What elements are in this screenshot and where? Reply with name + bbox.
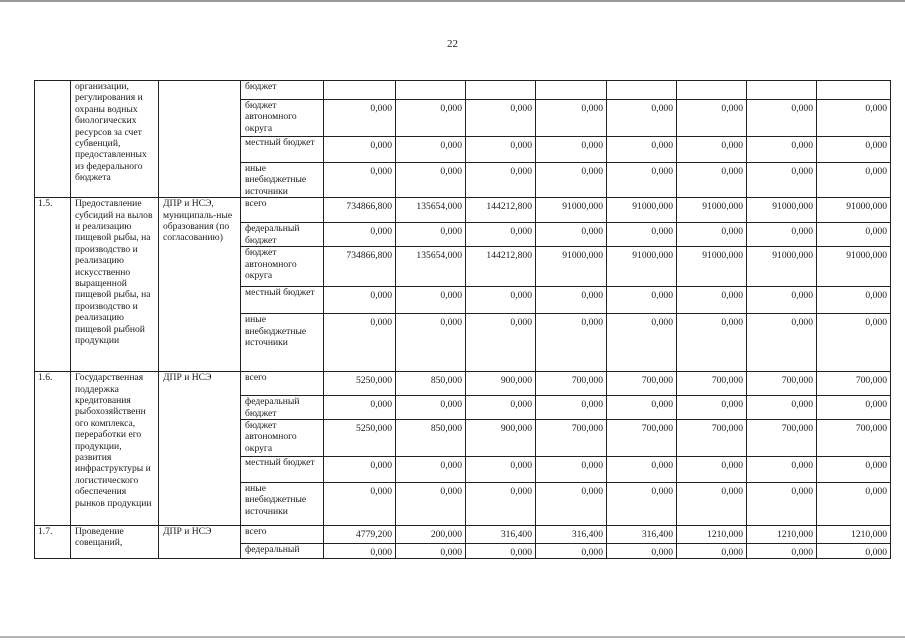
value-cell: 734866,800 bbox=[324, 198, 396, 223]
executor-cell: ДПР и НСЭ, муниципаль-ные образования (по согласованию) bbox=[159, 198, 241, 372]
value-cell: 5250,000 bbox=[324, 420, 396, 457]
value-cell: 700,000 bbox=[536, 420, 607, 457]
value-cell: 0,000 bbox=[747, 100, 817, 137]
measure-name-cell: Проведение совещаний, bbox=[71, 526, 159, 559]
value-cell: 4779,200 bbox=[324, 526, 396, 544]
funding-source-cell: федеральный бюджет bbox=[241, 223, 324, 247]
funding-source-cell: бюджет автономного округа bbox=[241, 100, 324, 137]
value-cell: 91000,000 bbox=[677, 247, 747, 287]
value-cell: 0,000 bbox=[607, 287, 677, 314]
value-cell: 0,000 bbox=[747, 544, 817, 559]
value-cell: 0,000 bbox=[396, 483, 466, 526]
value-cell: 0,000 bbox=[324, 137, 396, 163]
value-cell: 0,000 bbox=[817, 457, 891, 483]
value-cell: 0,000 bbox=[466, 137, 536, 163]
funding-source-cell: бюджет bbox=[241, 81, 324, 100]
value-cell bbox=[466, 81, 536, 100]
value-cell: 0,000 bbox=[607, 100, 677, 137]
value-cell: 700,000 bbox=[536, 372, 607, 396]
value-cell: 0,000 bbox=[396, 544, 466, 559]
value-cell: 0,000 bbox=[396, 163, 466, 198]
value-cell: 316,400 bbox=[607, 526, 677, 544]
value-cell: 0,000 bbox=[607, 137, 677, 163]
value-cell: 0,000 bbox=[677, 163, 747, 198]
value-cell: 900,000 bbox=[466, 420, 536, 457]
value-cell: 0,000 bbox=[747, 314, 817, 372]
value-cell: 0,000 bbox=[607, 396, 677, 420]
value-cell: 0,000 bbox=[747, 287, 817, 314]
value-cell: 0,000 bbox=[747, 163, 817, 198]
value-cell: 0,000 bbox=[607, 163, 677, 198]
value-cell: 850,000 bbox=[396, 420, 466, 457]
value-cell: 0,000 bbox=[324, 544, 396, 559]
value-cell: 0,000 bbox=[536, 457, 607, 483]
value-cell: 0,000 bbox=[677, 396, 747, 420]
executor-cell: ДПР и НСЭ bbox=[159, 372, 241, 526]
measure-name-cell: Государственная поддержка кредитования рыбохозяйственн ого комплекса, переработки его продукции, развития инфраструктуры и логистического обеспечения рынков продукции bbox=[71, 372, 159, 526]
value-cell: 700,000 bbox=[677, 372, 747, 396]
table-row bbox=[35, 81, 891, 100]
value-cell: 0,000 bbox=[817, 544, 891, 559]
funding-source-cell: иные внебюджетные источники bbox=[241, 314, 324, 372]
funding-source-cell: местный бюджет bbox=[241, 137, 324, 163]
value-cell: 0,000 bbox=[536, 287, 607, 314]
value-cell: 0,000 bbox=[324, 223, 396, 247]
value-cell: 0,000 bbox=[536, 223, 607, 247]
funding-source-cell: всего bbox=[241, 198, 324, 223]
row-index-cell bbox=[35, 81, 71, 198]
value-cell: 0,000 bbox=[396, 137, 466, 163]
value-cell: 0,000 bbox=[324, 314, 396, 372]
funding-source-cell: иные внебюджетные источники bbox=[241, 163, 324, 198]
value-cell: 0,000 bbox=[747, 137, 817, 163]
value-cell: 0,000 bbox=[607, 544, 677, 559]
executor-cell: ДПР и НСЭ bbox=[159, 526, 241, 559]
funding-source-cell: местный бюджет bbox=[241, 457, 324, 483]
value-cell: 144212,800 bbox=[466, 247, 536, 287]
value-cell: 0,000 bbox=[396, 314, 466, 372]
value-cell: 0,000 bbox=[817, 396, 891, 420]
value-cell: 0,000 bbox=[396, 100, 466, 137]
value-cell bbox=[747, 81, 817, 100]
value-cell: 0,000 bbox=[396, 223, 466, 247]
value-cell: 0,000 bbox=[677, 314, 747, 372]
value-cell: 135654,000 bbox=[396, 247, 466, 287]
value-cell: 0,000 bbox=[536, 544, 607, 559]
value-cell: 0,000 bbox=[324, 287, 396, 314]
table-row bbox=[35, 198, 891, 223]
funding-source-cell: федеральный bbox=[241, 544, 324, 559]
value-cell: 0,000 bbox=[324, 457, 396, 483]
value-cell: 0,000 bbox=[607, 223, 677, 247]
value-cell: 91000,000 bbox=[607, 198, 677, 223]
value-cell: 0,000 bbox=[536, 396, 607, 420]
funding-source-cell: местный бюджет bbox=[241, 287, 324, 314]
funding-source-cell: бюджет автономного округа bbox=[241, 247, 324, 287]
value-cell: 700,000 bbox=[607, 372, 677, 396]
funding-source-cell: иные внебюджетные источники bbox=[241, 483, 324, 526]
value-cell: 0,000 bbox=[536, 137, 607, 163]
value-cell: 91000,000 bbox=[536, 247, 607, 287]
measure-name-cell: Предоставление субсидий на вылов и реализацию пищевой рыбы, на производство и реализацию искусственно выращенной пищевой рыбы, на производство и реализацию пищевой рыбной продукции bbox=[71, 198, 159, 372]
value-cell: 0,000 bbox=[677, 544, 747, 559]
budget-table bbox=[34, 80, 891, 559]
value-cell: 0,000 bbox=[324, 483, 396, 526]
value-cell: 0,000 bbox=[324, 163, 396, 198]
value-cell: 734866,800 bbox=[324, 247, 396, 287]
funding-source-cell: бюджет автономного округа bbox=[241, 420, 324, 457]
value-cell: 0,000 bbox=[817, 100, 891, 137]
table-row bbox=[35, 526, 891, 544]
value-cell: 0,000 bbox=[747, 223, 817, 247]
value-cell: 0,000 bbox=[466, 223, 536, 247]
value-cell: 0,000 bbox=[466, 457, 536, 483]
value-cell: 0,000 bbox=[466, 483, 536, 526]
value-cell: 900,000 bbox=[466, 372, 536, 396]
value-cell bbox=[324, 81, 396, 100]
value-cell: 0,000 bbox=[536, 100, 607, 137]
measure-name-cell: организации, регулирования и охраны водных биологических ресурсов за счет субвенций, предоставленных из федерального бюджета bbox=[71, 81, 159, 198]
value-cell: 0,000 bbox=[677, 287, 747, 314]
value-cell bbox=[536, 81, 607, 100]
scan-top-edge bbox=[0, 0, 905, 2]
executor-cell bbox=[159, 81, 241, 198]
value-cell: 91000,000 bbox=[747, 247, 817, 287]
value-cell: 91000,000 bbox=[817, 247, 891, 287]
value-cell: 91000,000 bbox=[817, 198, 891, 223]
table-row bbox=[35, 372, 891, 396]
value-cell: 0,000 bbox=[817, 483, 891, 526]
value-cell bbox=[396, 81, 466, 100]
value-cell: 0,000 bbox=[466, 314, 536, 372]
value-cell: 700,000 bbox=[817, 420, 891, 457]
funding-source-cell: всего bbox=[241, 372, 324, 396]
value-cell bbox=[677, 81, 747, 100]
value-cell: 0,000 bbox=[396, 457, 466, 483]
value-cell: 0,000 bbox=[466, 163, 536, 198]
value-cell: 0,000 bbox=[747, 483, 817, 526]
value-cell: 316,400 bbox=[536, 526, 607, 544]
value-cell: 0,000 bbox=[817, 287, 891, 314]
value-cell: 0,000 bbox=[324, 100, 396, 137]
value-cell: 5250,000 bbox=[324, 372, 396, 396]
value-cell: 0,000 bbox=[677, 457, 747, 483]
value-cell: 0,000 bbox=[677, 223, 747, 247]
value-cell: 0,000 bbox=[536, 483, 607, 526]
value-cell: 0,000 bbox=[817, 137, 891, 163]
value-cell: 0,000 bbox=[817, 223, 891, 247]
value-cell: 0,000 bbox=[677, 483, 747, 526]
value-cell: 316,400 bbox=[466, 526, 536, 544]
value-cell: 0,000 bbox=[607, 314, 677, 372]
value-cell: 200,000 bbox=[396, 526, 466, 544]
value-cell: 700,000 bbox=[817, 372, 891, 396]
value-cell: 0,000 bbox=[466, 544, 536, 559]
value-cell: 0,000 bbox=[536, 163, 607, 198]
value-cell: 144212,800 bbox=[466, 198, 536, 223]
row-index-cell: 1.6. bbox=[35, 372, 71, 526]
value-cell: 700,000 bbox=[747, 372, 817, 396]
value-cell: 91000,000 bbox=[536, 198, 607, 223]
funding-source-cell: всего bbox=[241, 526, 324, 544]
value-cell: 850,000 bbox=[396, 372, 466, 396]
value-cell: 135654,000 bbox=[396, 198, 466, 223]
value-cell: 0,000 bbox=[466, 396, 536, 420]
value-cell: 91000,000 bbox=[747, 198, 817, 223]
value-cell: 0,000 bbox=[324, 396, 396, 420]
value-cell: 0,000 bbox=[396, 396, 466, 420]
value-cell: 0,000 bbox=[607, 457, 677, 483]
value-cell: 700,000 bbox=[607, 420, 677, 457]
row-index-cell: 1.5. bbox=[35, 198, 71, 372]
value-cell: 700,000 bbox=[677, 420, 747, 457]
row-index-cell: 1.7. bbox=[35, 526, 71, 559]
table-body bbox=[35, 81, 891, 559]
value-cell: 0,000 bbox=[747, 457, 817, 483]
value-cell bbox=[607, 81, 677, 100]
value-cell bbox=[817, 81, 891, 100]
scan-bottom-edge bbox=[0, 636, 905, 638]
value-cell: 1210,000 bbox=[747, 526, 817, 544]
value-cell: 0,000 bbox=[677, 137, 747, 163]
value-cell: 1210,000 bbox=[817, 526, 891, 544]
value-cell: 0,000 bbox=[466, 287, 536, 314]
value-cell: 91000,000 bbox=[677, 198, 747, 223]
page-number: 22 bbox=[447, 38, 458, 50]
value-cell: 0,000 bbox=[607, 483, 677, 526]
value-cell: 700,000 bbox=[747, 420, 817, 457]
value-cell: 0,000 bbox=[817, 163, 891, 198]
value-cell: 1210,000 bbox=[677, 526, 747, 544]
value-cell: 0,000 bbox=[466, 100, 536, 137]
value-cell: 0,000 bbox=[396, 287, 466, 314]
funding-source-cell: федеральный бюджет bbox=[241, 396, 324, 420]
value-cell: 0,000 bbox=[747, 396, 817, 420]
value-cell: 0,000 bbox=[536, 314, 607, 372]
value-cell: 91000,000 bbox=[607, 247, 677, 287]
value-cell: 0,000 bbox=[677, 100, 747, 137]
value-cell: 0,000 bbox=[817, 314, 891, 372]
